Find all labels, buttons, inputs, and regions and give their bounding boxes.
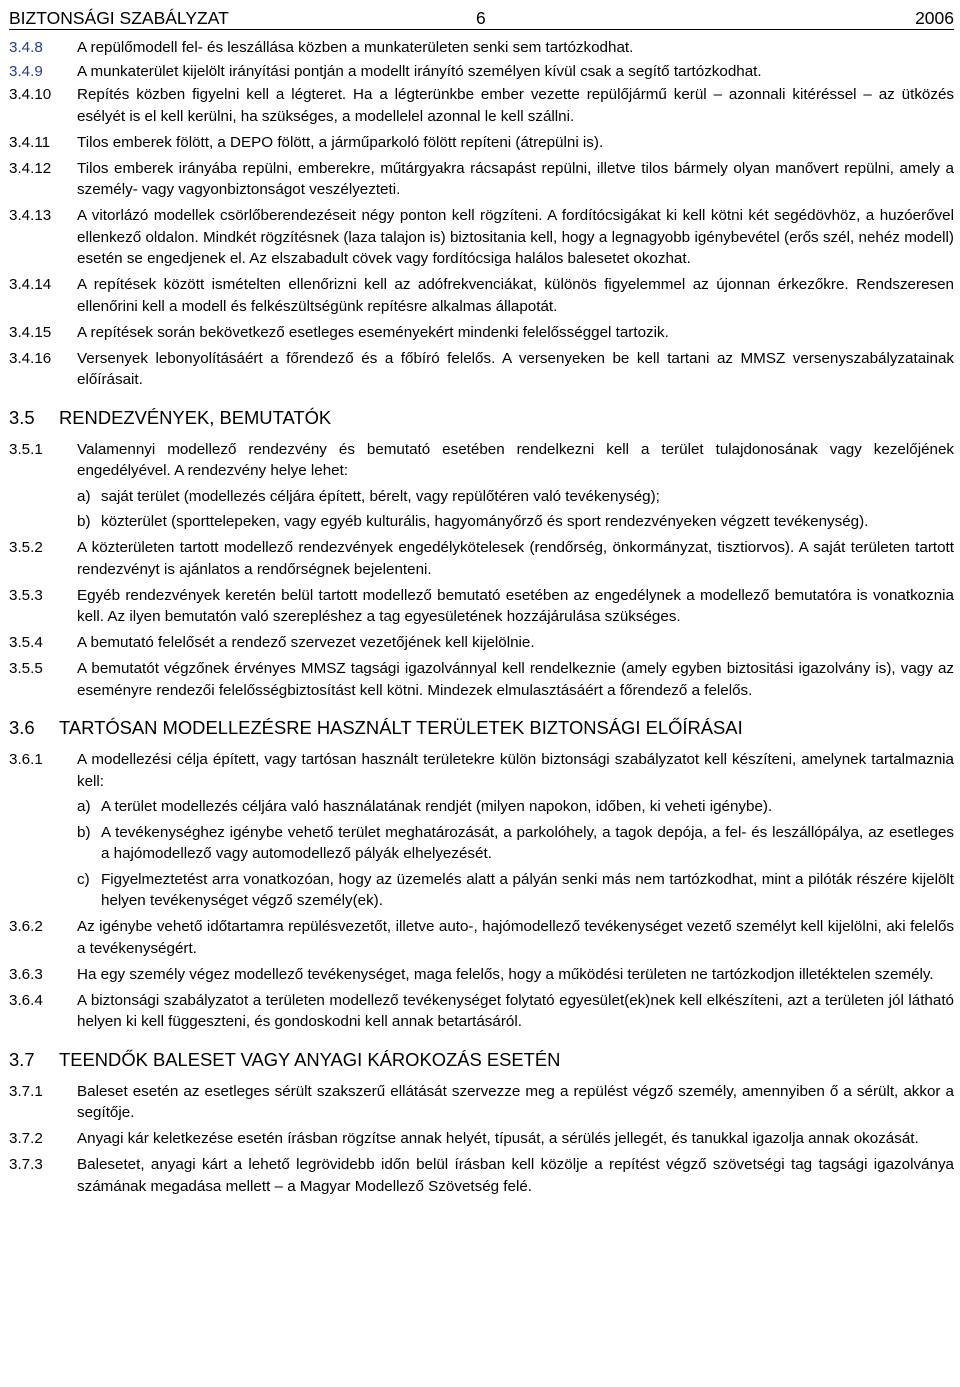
list-item bbox=[9, 37, 954, 59]
section-title: TARTÓSAN MODELLEZÉSRE HASZNÁLT TERÜLETEK BIZTONSÁGI ELŐÍRÁSAI bbox=[59, 717, 743, 738]
list-item bbox=[9, 61, 954, 83]
list-item bbox=[9, 439, 954, 482]
item-text: A repítések között ismételten ellenőrizni kell az adófrekvenciákat, különös figyelemmel az újonnan érkezőkre. Rendszeresen ellenőrini kell a modell és felkészültségünk repítésre alkalmas állapotát. bbox=[77, 276, 954, 315]
list-item bbox=[9, 1154, 954, 1197]
item-text: Repítés közben figyelni kell a légteret. Ha a légterünkbe ember vezette repülőjármű kerül – azonnali kitéréssel – az ütközés esélyét is el kell kerülni, ha szükséges, a modellelel azonnal le kell szállni. bbox=[77, 86, 954, 125]
sub-item-text: A tevékenységhez igénybe vehető terület meghatározását, a parkolóhely, a tagok depója, a fel- és leszállópálya, az esetleges a hajómodellező vagy automodellező pályák elhelyezését. bbox=[101, 823, 954, 862]
section-3-6-items bbox=[9, 749, 954, 1033]
item-text: A vitorlázó modellek csörlőberendezéseit négy ponton kell rögzíteni. A fordítócsigákat ki kell kötni két segédövhöz, a huzóerővel ellenkező oldalon. Mindkét rögzítésnek (laza talajon is) biztositania kell, hogy a legnagyobb igénybevétel (erős szél, nehéz modell) esetén se engedjenek el. Az elszabadult cövek vagy fordítócsiga halálos balesetet okozhat. bbox=[77, 207, 954, 267]
section-3-7-items bbox=[9, 1081, 954, 1198]
sub-item-letter: b) bbox=[77, 513, 91, 530]
sub-item bbox=[77, 796, 954, 818]
item-text: A biztonsági szabályzatot a területen modellező tevékenységet folytató egyesület(ek)nek kell elkészíteni, azt a területen jól látható helyen ki kell függeszteni, és gondoskodni kell annak betartásáról. bbox=[77, 991, 954, 1030]
sub-item-text: saját terület (modellezés céljára épített, bérelt, vagy repülőtéren való tevékenység); bbox=[101, 487, 660, 505]
section-title: TEENDŐK BALESET VAGY ANYAGI KÁROKOZÁS ESETÉN bbox=[59, 1048, 561, 1070]
item-text: A repülőmodell fel- és leszállása közben a munkaterületen senki sem tartózkodhat. bbox=[77, 39, 634, 56]
sub-item bbox=[77, 511, 954, 533]
list-item bbox=[9, 84, 954, 127]
item-text: A bemutatót végzőnek érvényes MMSZ tagsági igazolvánnyal kell rendelkeznie (amely egyben biztositási igazolvány is), vagy az eseményre rendezői felelősségbiztosítást kell kötni. Mindezek elmulasztásáért a főrendező a felelős. bbox=[77, 660, 954, 699]
item-text: A modellezési célja épített, vagy tartósan használt területekre külön biztonsági szabályzatot kell készíteni, amelynek tartalmaznia kell: bbox=[77, 751, 954, 790]
item-text: A repítések során bekövetkező esetleges eseményekért mindenki felelősséggel tartozik. bbox=[77, 323, 669, 341]
section-heading bbox=[9, 406, 954, 430]
list-item bbox=[9, 964, 954, 986]
list-item bbox=[9, 274, 954, 317]
item-text: Az igénybe vehető időtartamra repülésvezetőt, illetve auto-, hajómodellező tevékenységet vezető személyt kell kijelölni, aki felelős a tevékenységért. bbox=[77, 918, 954, 957]
item-text: Ha egy személy végez modellező tevékenységet, maga felelős, hogy a működési területen ne tartózkodjon illetéktelen személy. bbox=[77, 965, 934, 983]
item-text: Egyéb rendezvények keretén belül tartott modellező bemutató esetében az engedélynek a modellező bemutatóra is vonatkoznia kell. Az ilyen bemutatón való szerepléshez a tag egyesületének hozzájárulása szükséges. bbox=[77, 586, 954, 625]
item-text: Balesetet, anyagi kárt a lehető legrövidebb időn belül írásban kell közölje a repítést végző szövetségi tag tagsági igazolványa számának megadása mellett – a Magyar Modellező Szövetség felé. bbox=[77, 1156, 954, 1195]
item-number: 3.5.2 bbox=[9, 539, 43, 556]
item-number: 3.4.13 bbox=[9, 207, 52, 224]
section-3-4-items bbox=[9, 37, 954, 391]
item-text: A munkaterület kijelölt irányítási pontján a modellt irányító személyen kívül csak a segítő tartózkodhat. bbox=[77, 62, 762, 80]
section-number: 3.5 bbox=[9, 406, 35, 428]
item-text: Baleset esetén az esetleges sérült szakszerű ellátását szervezze meg a repülést végző személy, amennyiben ő a sérült, akkor a segítője. bbox=[77, 1082, 954, 1121]
sub-item-text: közterület (sporttelepeken, vagy egyéb kulturális, hagyományőrző és sport rendezvényeken végzett tevékenység). bbox=[101, 513, 869, 530]
item-number: 3.5.4 bbox=[9, 634, 43, 651]
item-text: Versenyek lebonyolításáért a főrendező és a főbíró felelős. A versenyeken be kell tartani az MMSZ versenyszabályzatainak előírásait. bbox=[77, 349, 954, 388]
section-heading bbox=[9, 716, 954, 740]
list-item bbox=[9, 585, 954, 628]
item-number: 3.4.8 bbox=[9, 39, 43, 56]
list-item bbox=[9, 205, 954, 270]
item-text: Valamennyi modellező rendezvény és bemutató esetében rendelkezni kell a terület tulajdonosának vagy kezelőjének engedélyével. A rendezvény helye lehet: bbox=[77, 440, 954, 479]
section-heading bbox=[9, 1048, 954, 1072]
item-text: A bemutató felelősét a rendező szervezet vezetőjének kell kijelölnie. bbox=[77, 634, 535, 651]
list-item bbox=[9, 916, 954, 959]
sub-item-text: A terület modellezés céljára való használatának rendjét (milyen napokon, időben, ki veheti igénybe). bbox=[101, 798, 773, 815]
item-number: 3.4.10 bbox=[9, 86, 52, 103]
item-number: 3.7.3 bbox=[9, 1156, 43, 1173]
item-number: 3.5.3 bbox=[9, 586, 43, 604]
sub-item bbox=[77, 822, 954, 865]
section-number: 3.7 bbox=[9, 1048, 35, 1070]
item-number: 3.4.11 bbox=[9, 133, 51, 151]
sub-item-letter: c) bbox=[77, 870, 90, 888]
list-item bbox=[9, 158, 954, 201]
list-item bbox=[9, 749, 954, 792]
sub-item-text: Figyelmeztetést arra vonatkozóan, hogy az üzemelés alatt a pályán senki más nem tartózkodhat, mint a pilóták részére kijelölt helyen tevékenységet végző személy(ek). bbox=[101, 870, 954, 909]
list-item bbox=[9, 632, 954, 654]
item-text: A közterületen tartott modellező rendezvények engedélykötelesek (rendőrség, önkormányzat, tisztiorvos). A saját területen tartott rendezvényt is ajánlatos a rendőrségnek bejelenteni. bbox=[77, 539, 954, 578]
item-number: 3.4.15 bbox=[9, 323, 52, 341]
header-page-number: 6 bbox=[476, 8, 486, 28]
section-3-5-items bbox=[9, 439, 954, 702]
list-item bbox=[9, 537, 954, 580]
list-item bbox=[9, 1128, 954, 1150]
list-item bbox=[9, 1081, 954, 1124]
list-item bbox=[9, 132, 954, 154]
item-number: 3.4.9 bbox=[9, 62, 43, 80]
sub-item bbox=[77, 486, 954, 508]
header-year: 2006 bbox=[915, 8, 954, 28]
item-number: 3.6.4 bbox=[9, 991, 43, 1009]
sub-item-letter: a) bbox=[77, 798, 91, 815]
item-number: 3.5.5 bbox=[9, 660, 43, 677]
item-number: 3.4.12 bbox=[9, 159, 52, 177]
item-number: 3.5.1 bbox=[9, 440, 43, 458]
sub-item-letter: a) bbox=[77, 487, 91, 505]
item-text: Tilos emberek irányába repülni, emberekre, műtárgyakra rácsapást repülni, illetve tilos bármely olyan manővert repülni, amely a személy- vagy vagyonbiztonságot veszélyezteti. bbox=[77, 159, 954, 198]
header-title: BIZTONSÁGI SZABÁLYZAT bbox=[9, 8, 229, 28]
item-text: Tilos emberek fölött, a DEPO fölött, a járműparkoló fölött repíteni (átrepülni is). bbox=[77, 133, 604, 151]
sub-item bbox=[77, 869, 954, 912]
item-text: Anyagi kár keletkezése esetén írásban rögzítse annak helyét, típusát, a sérülés jellegét, és tanukkal igazolja annak okozását. bbox=[77, 1130, 919, 1147]
section-title: RENDEZVÉNYEK, BEMUTATÓK bbox=[59, 406, 332, 428]
sub-item-letter: b) bbox=[77, 823, 91, 841]
list-item bbox=[9, 348, 954, 391]
section-number: 3.6 bbox=[9, 717, 35, 738]
page-header bbox=[9, 0, 954, 30]
list-item bbox=[9, 322, 954, 344]
item-number: 3.4.14 bbox=[9, 276, 52, 293]
item-number: 3.4.16 bbox=[9, 349, 52, 367]
item-number: 3.7.2 bbox=[9, 1130, 43, 1147]
item-number: 3.7.1 bbox=[9, 1082, 43, 1100]
list-item bbox=[9, 658, 954, 701]
item-number: 3.6.3 bbox=[9, 965, 43, 983]
item-number: 3.6.1 bbox=[9, 751, 43, 768]
item-number: 3.6.2 bbox=[9, 918, 43, 935]
list-item bbox=[9, 990, 954, 1033]
